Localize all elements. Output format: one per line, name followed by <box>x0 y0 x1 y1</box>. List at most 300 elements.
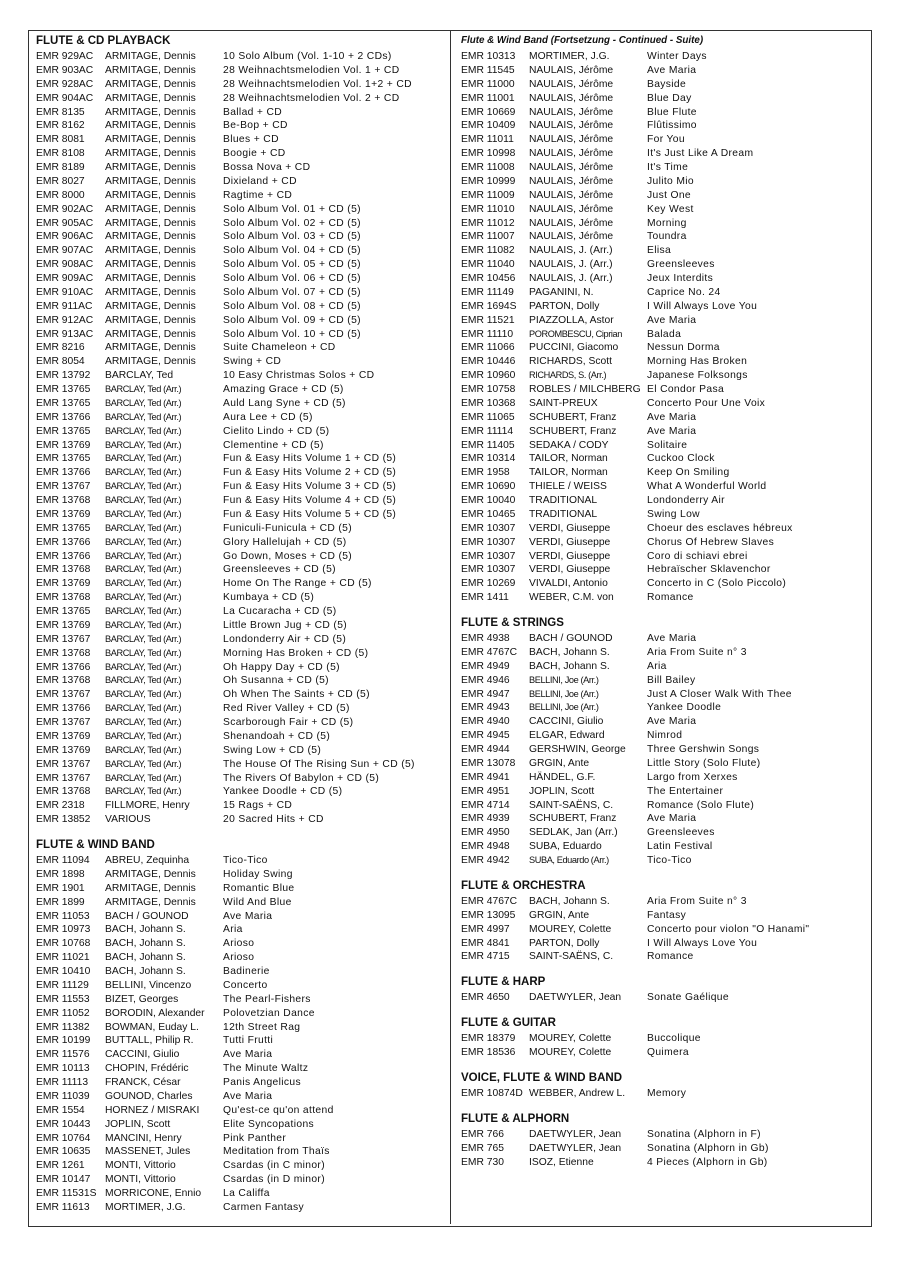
catalog-number: EMR 4949 <box>461 660 510 672</box>
catalog-number: EMR 13765 <box>36 522 91 534</box>
composer-name: NAULAIS, J. (Arr.) <box>529 259 613 271</box>
catalog-number: EMR 10635 <box>36 1146 91 1158</box>
catalog-number: EMR 11094 <box>36 855 90 866</box>
catalog-number: EMR 8108 <box>36 148 85 160</box>
catalog-row <box>461 258 869 272</box>
catalog-row <box>461 1142 869 1156</box>
composer-name: BELLINI, Joe (Arr.) <box>529 688 599 699</box>
work-title: Arioso <box>223 938 255 950</box>
composer-name: BARCLAY, Ted (Arr.) <box>105 564 182 575</box>
work-title: 4 Pieces (Alphorn in Gb) <box>647 1156 768 1168</box>
work-title: Polovetzian Dance <box>223 1007 315 1019</box>
work-title: Largo from Xerxes <box>647 771 738 783</box>
catalog-number: EMR 910AC <box>36 286 94 298</box>
composer-name: ARMITAGE, Dennis <box>105 92 196 104</box>
work-title: Shenandoah + CD (5) <box>223 730 331 742</box>
composer-name: NAULAIS, Jérôme <box>529 203 614 215</box>
catalog-number: EMR 13766 <box>36 550 91 562</box>
composer-name: BACH, Johann S. <box>529 646 610 658</box>
catalog-number: EMR 13768 <box>36 495 91 506</box>
catalog-row <box>36 730 446 744</box>
catalog-number: EMR 913AC <box>36 328 94 340</box>
catalog-number: EMR 13767 <box>36 717 91 728</box>
catalog-row <box>461 522 869 536</box>
composer-name: BELLINI, Joe (Arr.) <box>529 674 599 685</box>
composer-name: BARCLAY, Ted (Arr.) <box>105 578 182 589</box>
catalog-row <box>461 799 869 813</box>
catalog-row <box>36 785 446 799</box>
catalog-number: EMR 2318 <box>36 800 85 812</box>
composer-name: BARCLAY, Ted (Arr.) <box>105 786 182 797</box>
catalog-number: EMR 1554 <box>36 1104 85 1116</box>
composer-name: BARCLAY, Ted (Arr.) <box>105 661 182 672</box>
composer-name: MOUREY, Colette <box>529 1033 612 1045</box>
catalog-row <box>461 674 869 688</box>
catalog-number: EMR 8000 <box>36 189 85 201</box>
catalog-row <box>36 494 446 508</box>
work-title: Fun & Easy Hits Volume 1 + CD (5) <box>223 453 397 465</box>
work-title: Aria From Suite n° 3 <box>647 895 747 907</box>
work-title: Arioso <box>223 952 255 964</box>
composer-name: BACH, Johann S. <box>105 938 186 950</box>
composer-name: NAULAIS, J. (Arr.) <box>529 245 613 257</box>
catalog-row <box>461 328 869 342</box>
catalog-row <box>36 119 446 133</box>
work-title: Ave Maria <box>647 314 697 326</box>
catalog-row <box>36 1132 446 1146</box>
catalog-number: EMR 4938 <box>461 633 510 644</box>
catalog-number: EMR 13078 <box>461 757 516 769</box>
catalog-row <box>461 133 869 147</box>
catalog-row <box>36 799 446 813</box>
composer-name: VERDI, Giuseppe <box>529 550 611 562</box>
composer-name: BARCLAY, Ted (Arr.) <box>105 606 182 616</box>
catalog-number: EMR 1899 <box>36 896 85 908</box>
catalog-row <box>36 661 446 675</box>
catalog-number: EMR 13766 <box>36 467 91 479</box>
composer-name: TAILOR, Norman <box>529 467 608 479</box>
work-title: Ave Maria <box>223 1090 273 1102</box>
catalog-number: EMR 1958 <box>461 467 510 479</box>
work-title: Quimera <box>647 1047 689 1058</box>
catalog-number: EMR 13769 <box>36 578 91 590</box>
composer-name: BARCLAY, Ted (Arr.) <box>105 536 182 547</box>
catalog-row <box>461 119 869 133</box>
composer-name: NAULAIS, Jérôme <box>529 175 614 187</box>
work-title: Bossa Nova + CD <box>223 162 311 173</box>
catalog-number: EMR 13766 <box>36 661 91 673</box>
composer-name: NAULAIS, Jérôme <box>529 162 614 173</box>
composer-name: ARMITAGE, Dennis <box>105 328 196 340</box>
composer-name: SEDLAK, Jan (Arr.) <box>529 827 618 839</box>
catalog-row <box>461 314 869 328</box>
catalog-number: EMR 730 <box>461 1156 504 1168</box>
work-title: Solo Album Vol. 08 + CD (5) <box>223 300 361 312</box>
composer-name: RICHARDS, Scott <box>529 356 612 368</box>
catalog-row <box>36 550 446 564</box>
catalog-number: EMR 11065 <box>461 411 515 423</box>
composer-name: SAINT-SAËNS, C. <box>529 799 614 811</box>
work-title: Key West <box>647 203 694 215</box>
composer-name: CACCINI, Giulio <box>529 716 604 728</box>
composer-name: FILLMORE, Henry <box>105 800 190 812</box>
catalog-number: EMR 10669 <box>461 106 516 118</box>
catalog-row <box>461 1046 869 1060</box>
catalog-number: EMR 4948 <box>461 841 510 853</box>
catalog-number: EMR 11082 <box>461 245 515 257</box>
catalog-number: EMR 11149 <box>461 286 514 298</box>
work-title: Elisa <box>647 245 672 257</box>
work-title: Bayside <box>647 78 687 90</box>
work-title: Julito Mio <box>647 175 694 187</box>
work-title: Latin Festival <box>647 841 713 853</box>
composer-name: ARMITAGE, Dennis <box>105 134 196 146</box>
composer-name: GERSHWIN, George <box>529 744 626 755</box>
work-title: Keep On Smiling <box>647 467 730 479</box>
work-title: Sonatina (Alphorn in Gb) <box>647 1142 769 1154</box>
work-title: Little Story (Solo Flute) <box>647 757 761 769</box>
right-column <box>461 34 869 1169</box>
catalog-row <box>461 1087 869 1101</box>
catalog-number: EMR 4950 <box>461 827 510 839</box>
composer-name: ARMITAGE, Dennis <box>105 314 196 326</box>
catalog-row <box>461 425 869 439</box>
catalog-row <box>461 189 869 203</box>
catalog-row <box>36 466 446 480</box>
composer-name: BACH, Johann S. <box>529 660 610 672</box>
catalog-row <box>36 951 446 965</box>
catalog-row <box>461 632 869 646</box>
catalog-row <box>36 92 446 106</box>
work-title: Yankee Doodle + CD (5) <box>223 786 343 798</box>
catalog-row <box>36 314 446 328</box>
catalog-row <box>36 522 446 536</box>
composer-name: NAULAIS, Jérôme <box>529 64 614 76</box>
catalog-number: EMR 8081 <box>36 134 85 146</box>
catalog-number: EMR 1694S <box>461 300 517 312</box>
composer-name: BARCLAY, Ted (Arr.) <box>105 425 182 436</box>
work-title: What A Wonderful World <box>647 481 767 493</box>
composer-name: DAETWYLER, Jean <box>529 992 622 1004</box>
catalog-row <box>36 1159 446 1173</box>
catalog-row <box>461 909 869 923</box>
catalog-number: EMR 902AC <box>36 203 94 215</box>
composer-name: DAETWYLER, Jean <box>529 1128 622 1140</box>
work-title: Concerto pour violon "O Hanami" <box>647 923 810 935</box>
composer-name: ARMITAGE, Dennis <box>105 203 196 215</box>
work-title: Nessun Dorma <box>647 342 720 354</box>
composer-name: WEBER, C.M. von <box>529 592 614 604</box>
composer-name: BARCLAY, Ted (Arr.) <box>105 467 182 478</box>
composer-name: ABREU, Zequinha <box>105 855 190 866</box>
composer-name: ARMITAGE, Dennis <box>105 259 196 271</box>
work-title: Choeur des esclaves hébreux <box>647 522 793 534</box>
catalog-number: EMR 904AC <box>36 92 94 104</box>
catalog-number: EMR 10999 <box>461 175 516 187</box>
composer-name: GOUNOD, Charles <box>105 1090 193 1102</box>
catalog-row <box>36 993 446 1007</box>
catalog-row <box>461 715 869 729</box>
composer-name: WEBBER, Andrew L. <box>529 1087 626 1099</box>
work-title: Fun & Easy Hits Volume 2 + CD (5) <box>223 467 397 479</box>
catalog-row <box>461 383 869 397</box>
catalog-row <box>36 1145 446 1159</box>
catalog-row <box>36 910 446 924</box>
composer-name: BARCLAY, Ted <box>105 370 174 382</box>
catalog-row <box>461 230 869 244</box>
catalog-row <box>36 868 446 882</box>
work-title: Buccolique <box>647 1033 701 1045</box>
composer-name: DAETWYLER, Jean <box>529 1142 622 1154</box>
catalog-row <box>36 1007 446 1021</box>
catalog-number: EMR 11531S <box>36 1188 97 1199</box>
catalog-number: EMR 13766 <box>36 703 91 715</box>
section-title-flute-alphorn: FLUTE & ALPHORN <box>461 1112 570 1125</box>
catalog-row <box>461 439 869 453</box>
composer-name: VARIOUS <box>105 814 151 826</box>
composer-name: ARMITAGE, Dennis <box>105 896 196 908</box>
catalog-row <box>36 106 446 120</box>
section-title-flute-harp: FLUTE & HARP <box>461 976 546 989</box>
catalog-number: EMR 11521 <box>461 314 515 326</box>
catalog-row <box>461 937 869 951</box>
composer-name: BARCLAY, Ted (Arr.) <box>105 730 182 741</box>
catalog-number: EMR 10998 <box>461 148 516 160</box>
composer-name: THIELE / WEISS <box>529 481 607 493</box>
composer-name: SCHUBERT, Franz <box>529 411 617 423</box>
catalog-row <box>461 217 869 231</box>
composer-name: SCHUBERT, Franz <box>529 813 617 825</box>
catalog-row <box>461 1032 869 1046</box>
composer-name: BARCLAY, Ted (Arr.) <box>105 522 182 533</box>
work-title: 28 Weihnachtsmelodien Vol. 1 + CD <box>223 64 400 76</box>
composer-name: BACH, Johann S. <box>105 966 186 977</box>
catalog-row <box>461 106 869 120</box>
work-title: Sonate Gaélique <box>647 992 729 1004</box>
catalog-row <box>36 480 446 494</box>
catalog-row <box>36 508 446 522</box>
work-title: Wild And Blue <box>223 896 292 908</box>
composer-name: BARCLAY, Ted (Arr.) <box>105 411 182 422</box>
work-title: Clementine + CD (5) <box>223 439 324 451</box>
catalog-number: EMR 10456 <box>461 273 516 284</box>
composer-name: ARMITAGE, Dennis <box>105 189 196 201</box>
catalog-row <box>36 619 446 633</box>
catalog-number: EMR 8162 <box>36 120 85 132</box>
catalog-number: EMR 4841 <box>461 937 510 949</box>
catalog-row <box>461 175 869 189</box>
composer-name: BARCLAY, Ted (Arr.) <box>105 592 182 603</box>
work-title: Aria <box>223 924 243 936</box>
composer-name: BARCLAY, Ted (Arr.) <box>105 495 182 505</box>
catalog-number: EMR 903AC <box>36 64 94 76</box>
catalog-number: EMR 10147 <box>36 1174 91 1186</box>
catalog-row <box>461 147 869 161</box>
composer-name: ISOZ, Etienne <box>529 1156 594 1168</box>
section-title-flute-orchestra: FLUTE & ORCHESTRA <box>461 879 586 892</box>
catalog-row <box>461 494 869 508</box>
catalog-number: EMR 13769 <box>36 744 91 756</box>
composer-name: MORRICONE, Ennio <box>105 1188 202 1199</box>
catalog-number: EMR 10409 <box>461 120 516 132</box>
composer-name: NAULAIS, Jérôme <box>529 231 614 243</box>
composer-name: ARMITAGE, Dennis <box>105 175 196 187</box>
composer-name: PIAZZOLLA, Astor <box>529 314 614 326</box>
work-title: Bill Bailey <box>647 674 696 686</box>
work-title: Romance <box>647 951 694 963</box>
catalog-number: EMR 11000 <box>461 78 515 90</box>
catalog-row <box>36 328 446 342</box>
composer-name: ARMITAGE, Dennis <box>105 217 196 229</box>
catalog-row <box>36 854 446 868</box>
work-title: The Minute Waltz <box>223 1063 309 1075</box>
section-title-flute-guitar: FLUTE & GUITAR <box>461 1017 556 1030</box>
catalog-number: EMR 4767C <box>461 646 518 658</box>
catalog-row <box>461 854 869 868</box>
catalog-number: EMR 13765 <box>36 453 91 465</box>
catalog-row <box>36 674 446 688</box>
catalog-row <box>461 203 869 217</box>
catalog-number: EMR 13792 <box>36 370 91 382</box>
composer-name: SAINT-PREUX <box>529 397 598 409</box>
work-title: Solo Album Vol. 05 + CD (5) <box>223 259 361 271</box>
catalog-row <box>36 772 446 786</box>
catalog-number: EMR 11021 <box>36 952 90 964</box>
composer-name: ARMITAGE, Dennis <box>105 120 196 132</box>
catalog-row <box>36 452 446 466</box>
catalog-number: EMR 11066 <box>461 342 515 354</box>
composer-name: BARCLAY, Ted (Arr.) <box>105 772 182 783</box>
catalog-number: EMR 8027 <box>36 175 85 187</box>
work-title: Memory <box>647 1087 687 1099</box>
catalog-row <box>461 536 869 550</box>
composer-name: BARCLAY, Ted (Arr.) <box>105 758 182 769</box>
catalog-number: EMR 11553 <box>36 993 90 1005</box>
work-title: Toundra <box>647 231 687 243</box>
catalog-number: EMR 4951 <box>461 785 510 797</box>
composer-name: BARCLAY, Ted (Arr.) <box>105 397 182 408</box>
work-title: Qu'est-ce qu'on attend <box>223 1104 334 1116</box>
work-title: Fantasy <box>647 909 687 921</box>
work-title: Aria <box>647 660 667 672</box>
composer-name: MONTI, Vittorio <box>105 1160 176 1172</box>
catalog-number: EMR 905AC <box>36 217 94 229</box>
composer-name: BARCLAY, Ted (Arr.) <box>105 633 182 644</box>
catalog-number: EMR 10307 <box>461 522 516 534</box>
catalog-number: EMR 11010 <box>461 203 515 215</box>
catalog-row <box>461 923 869 937</box>
composer-name: ARMITAGE, Dennis <box>105 106 196 118</box>
composer-name: ELGAR, Edward <box>529 730 605 742</box>
catalog-row <box>461 757 869 771</box>
catalog-row <box>461 743 869 757</box>
work-title: Solo Album Vol. 03 + CD (5) <box>223 231 361 243</box>
work-title: I Will Always Love You <box>647 937 758 949</box>
work-title: Ragtime + CD <box>223 189 293 201</box>
catalog-number: EMR 10690 <box>461 481 516 493</box>
work-title: Romance (Solo Flute) <box>647 799 755 811</box>
catalog-row <box>461 826 869 840</box>
work-title: Ave Maria <box>223 910 273 922</box>
composer-name: ROBLES / MILCHBERG <box>529 384 641 395</box>
catalog-number: EMR 911AC <box>36 300 93 312</box>
catalog-row <box>461 895 869 909</box>
work-title: Ave Maria <box>647 425 697 437</box>
catalog-number: EMR 1898 <box>36 868 85 880</box>
work-title: Balada <box>647 328 682 340</box>
work-title: Funiculi-Funicula + CD (5) <box>223 522 352 534</box>
work-title: Pink Panther <box>223 1132 287 1144</box>
catalog-row <box>461 550 869 564</box>
catalog-row <box>461 591 869 605</box>
work-title: 15 Rags + CD <box>223 800 293 812</box>
catalog-row <box>461 812 869 826</box>
catalog-row <box>461 563 869 577</box>
catalog-number: EMR 4997 <box>461 923 510 935</box>
catalog-number: EMR 11110 <box>461 328 514 340</box>
catalog-number: EMR 11040 <box>461 259 515 271</box>
catalog-row <box>36 896 446 910</box>
composer-name: BARCLAY, Ted (Arr.) <box>105 717 182 727</box>
composer-name: BARCLAY, Ted (Arr.) <box>105 439 182 450</box>
work-title: La Califfa <box>223 1188 270 1199</box>
work-title: Cielito Lindo + CD (5) <box>223 425 330 437</box>
work-title: Just A Closer Walk With Thee <box>647 688 792 700</box>
work-title: Solitaire <box>647 439 688 451</box>
catalog-number: EMR 10199 <box>36 1035 91 1047</box>
work-title: Oh When The Saints + CD (5) <box>223 689 370 701</box>
work-title: The House Of The Rising Sun + CD (5) <box>223 758 415 770</box>
catalog-row <box>461 286 869 300</box>
catalog-row <box>36 591 446 605</box>
catalog-row <box>36 78 446 92</box>
composer-name: BACH / GOUNOD <box>105 910 189 922</box>
catalog-number: EMR 10368 <box>461 397 516 409</box>
catalog-number: EMR 10960 <box>461 370 516 382</box>
work-title: It's Just Like A Dream <box>647 148 754 160</box>
catalog-number: EMR 4942 <box>461 855 510 866</box>
catalog-number: EMR 8135 <box>36 106 85 118</box>
catalog-number: EMR 13095 <box>461 909 516 921</box>
catalog-row <box>36 64 446 78</box>
work-title: Ave Maria <box>647 813 697 825</box>
catalog-row <box>461 688 869 702</box>
catalog-row <box>36 411 446 425</box>
composer-name: ARMITAGE, Dennis <box>105 286 196 298</box>
section-title-flute-cd-playback: FLUTE & CD PLAYBACK <box>36 35 171 47</box>
work-title: Just One <box>647 189 692 201</box>
work-title: The Pearl-Fishers <box>223 993 311 1005</box>
catalog-row <box>36 217 446 231</box>
catalog-number: EMR 10307 <box>461 564 516 576</box>
work-title: Ave Maria <box>647 64 697 76</box>
catalog-row <box>36 50 446 64</box>
work-title: Aria From Suite n° 3 <box>647 646 747 658</box>
catalog-number: EMR 10313 <box>461 51 516 62</box>
work-title: Londonderry Air <box>647 495 725 506</box>
catalog-row <box>36 577 446 591</box>
catalog-number: EMR 8189 <box>36 162 85 173</box>
catalog-number: EMR 11011 <box>461 134 514 146</box>
work-title: Elite Syncopations <box>223 1118 315 1130</box>
catalog-row <box>36 813 446 827</box>
composer-name: PARTON, Dolly <box>529 937 600 949</box>
catalog-row <box>461 508 869 522</box>
work-title: Blues + CD <box>223 134 279 146</box>
work-title: 10 Easy Christmas Solos + CD <box>223 370 375 382</box>
composer-name: ARMITAGE, Dennis <box>105 882 196 894</box>
composer-name: BARCLAY, Ted (Arr.) <box>105 689 182 700</box>
